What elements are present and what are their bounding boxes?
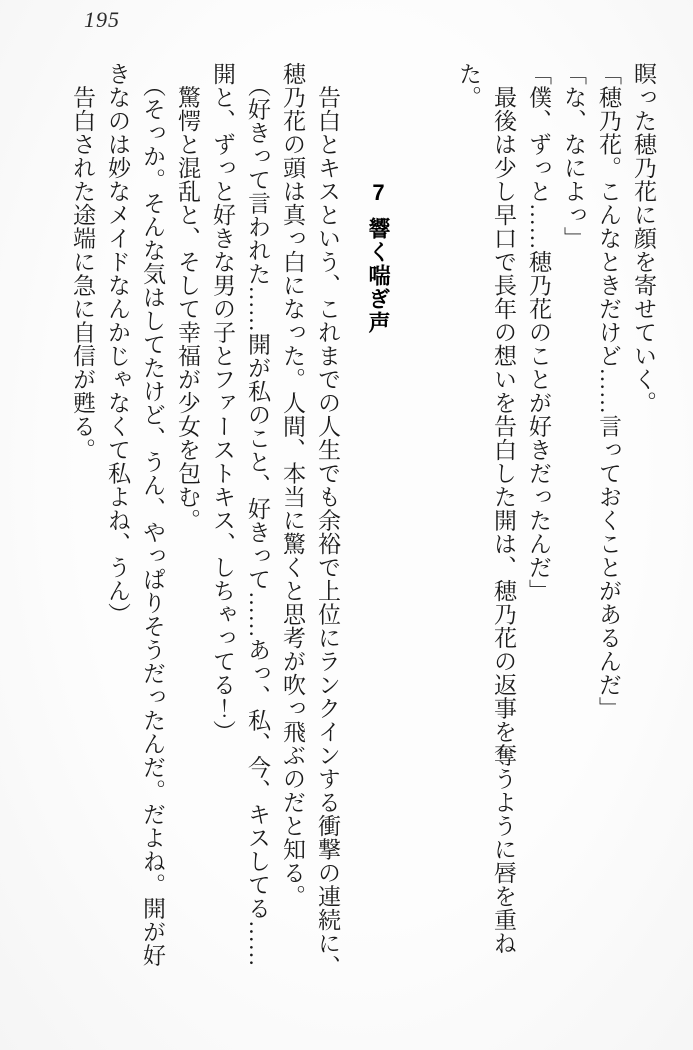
dialogue-line: 「僕、ずっと……穂乃花のことが好きだったんだ」	[526, 62, 551, 603]
dialogue-line: 「な、なによっ」	[561, 62, 586, 250]
text-body	[65, 62, 661, 992]
thought-line: きなのは妙なメイドなんかじゃなくて私よね、うん）	[105, 62, 130, 626]
page-number: 195	[84, 7, 120, 32]
thought-line: （そっか。そんな気はしてたけど、うん、やっぱりそうだったんだ。だよね。開が好	[140, 62, 165, 967]
chapter-title: 響く喘ぎ声	[366, 216, 391, 334]
chapter-number: 7	[366, 180, 391, 207]
text-line: た。	[456, 62, 481, 109]
thought-line: （好きって言われた……開が私のこと、好きって……あっ、私、今、キスしてる……	[245, 62, 270, 967]
text-line: 告白された途端に急に自信が甦る。	[70, 62, 95, 462]
thought-line: 開と、ずっと好きな男の子とファーストキス、しちゃってる！）	[210, 62, 235, 744]
text-line: 告白とキスという、これまでの人生でも余裕で上位にランクインする衝撃の連続に、	[315, 62, 340, 979]
text-line: 驚愕と混乱と、そして幸福が少女を包む。	[175, 62, 200, 532]
text-line: 瞑った穂乃花に顔を寄せていく。	[631, 62, 656, 415]
text-line: 最後は少し早口で長年の想いを告白した開は、穂乃花の返事を奪うように唇を重ね	[491, 62, 516, 955]
text-line: 穂乃花の頭は真っ白になった。人間、本当に驚くと思考が吹っ飛ぶのだと知る。	[280, 62, 305, 908]
chapter-heading	[361, 62, 396, 992]
dialogue-line: 「穂乃花。こんなときだけど……言っておくことがあるんだ」	[596, 62, 621, 720]
